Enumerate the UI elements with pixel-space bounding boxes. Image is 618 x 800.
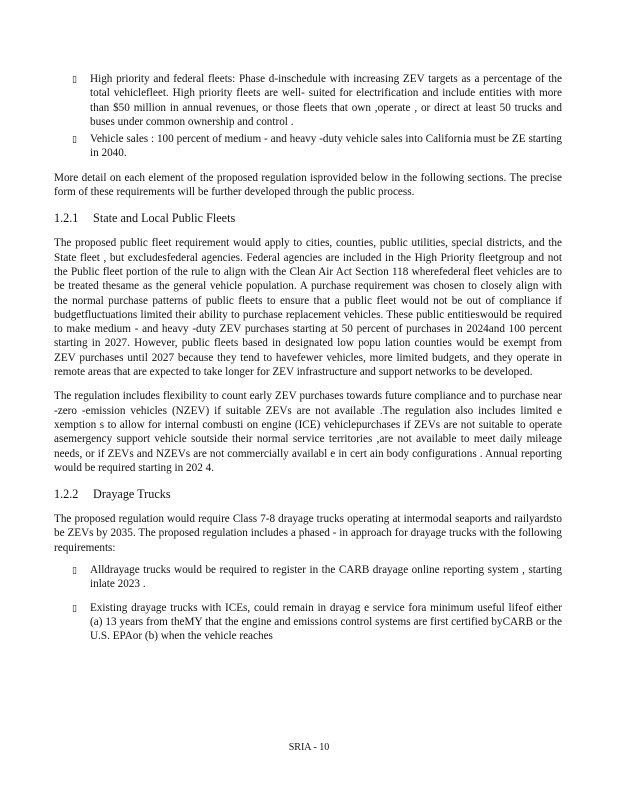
list-item [54, 601, 562, 644]
drayage-bullet-list [54, 563, 562, 643]
drayage-paragraph: The proposed regulation would require Class 7-8 drayage trucks operating at intermodal seaports and railyardsto be ZEVs by 2035. The proposed regulation includes a phased - in approach for drayage trucks with the following requirements: [54, 513, 562, 554]
bullet-text: Vehicle sales : 100 percent of medium - and heavy -duty vehicle sales into California must be ZE starting in 2040. [90, 133, 562, 160]
list-item [54, 72, 562, 129]
list-item [54, 132, 562, 161]
top-bullet-list [54, 72, 562, 161]
list-item [54, 563, 562, 592]
section-heading-1-2-1 [54, 211, 562, 226]
bullet-marker: ▯ [72, 74, 77, 84]
bullet-text: High priority and federal fleets: Phase d-inschedule with increasing ZEV targets as a percentage of the total vehiclefleet. High priority fleets are well- suited for electrification and include entities with more than $50 million in annual revenues, or those fleets that own ,operate , or direct at least 50 trucks and buses under common ownership and control . [90, 73, 562, 128]
bullet-marker: ▯ [72, 565, 77, 576]
section-number: 1.2.2 [54, 487, 79, 502]
bullet-marker: ▯ [72, 134, 77, 145]
section-number: 1.2.1 [54, 211, 79, 226]
bullet-text: Existing drayage trucks with ICEs, could remain in drayag e service fora minimum useful lifeof either (a) 13 years from theMY that the engine and emissions control systems are first certified byCARB or the U.S. EPAor (b) when the vehicle reaches [90, 601, 562, 643]
bullet-marker: ▯ [72, 602, 77, 613]
page-footer: SRIA - 10 [288, 742, 330, 753]
section-title: Drayage Trucks [93, 487, 171, 502]
page-content [54, 72, 562, 653]
section-title: State and Local Public Fleets [93, 211, 236, 226]
section-heading-1-2-2 [54, 487, 562, 502]
bullet-text: Alldrayage trucks would be required to register in the CARB drayage online reporting system , starting inlate 2023 . [90, 564, 562, 591]
flexibility-paragraph: The regulation includes flexibility to count early ZEV purchases towards future compliance and to purchase near -zero -emission vehicles (NZEV) if suitable ZEVs are not available .The regulation also includes limited e xemption s to allow for internal combusti on engine (ICE) vehiclepurchases if ZEVs are not suitable to operate asemergency support vehicle soutside their normal service territories ,are not available to meet daily mileage needs, or if ZEVs and NZEVs are not commercially availabl e in cert ain body configurations . Annual reporting would be required starting in 202 4. [54, 390, 562, 474]
intro-paragraph: More detail on each element of the proposed regulation isprovided below in the following sections. The precise form of these requirements will be further developed through the public process. [54, 171, 562, 199]
public-fleet-paragraph: The proposed public fleet requirement would apply to cities, counties, public utilities, special districts, and the State fleet , but excludesfederal agencies. Federal agencies are included in the High Priority fleetgroup and not the Public fleet portion of the rule to align with the Clean Air Act Section 118 wherefederal fleet vehicles are to be treated thesame as the general vehicle population. A purchase requirement was chosen to closely align with the normal purchase patterns of public fleets to ensure that a public fleet would not be out of compliance if budgetfluctuations limited their ability to purchase replacement vehicles. These public entitieswould be required to make medium - and heavy -duty ZEV purchases starting at 50 percent of purchases in 2024and 100 percent starting in 2027. However, public fleets based in designated low popu lation counties would be exempt from ZEV purchases until 2027 because they tend to havefewer vehicles, more limited budgets, and they operate in remote areas that are expected to take longer for ZEV infrastructure and support networks to be developed. [54, 237, 562, 379]
